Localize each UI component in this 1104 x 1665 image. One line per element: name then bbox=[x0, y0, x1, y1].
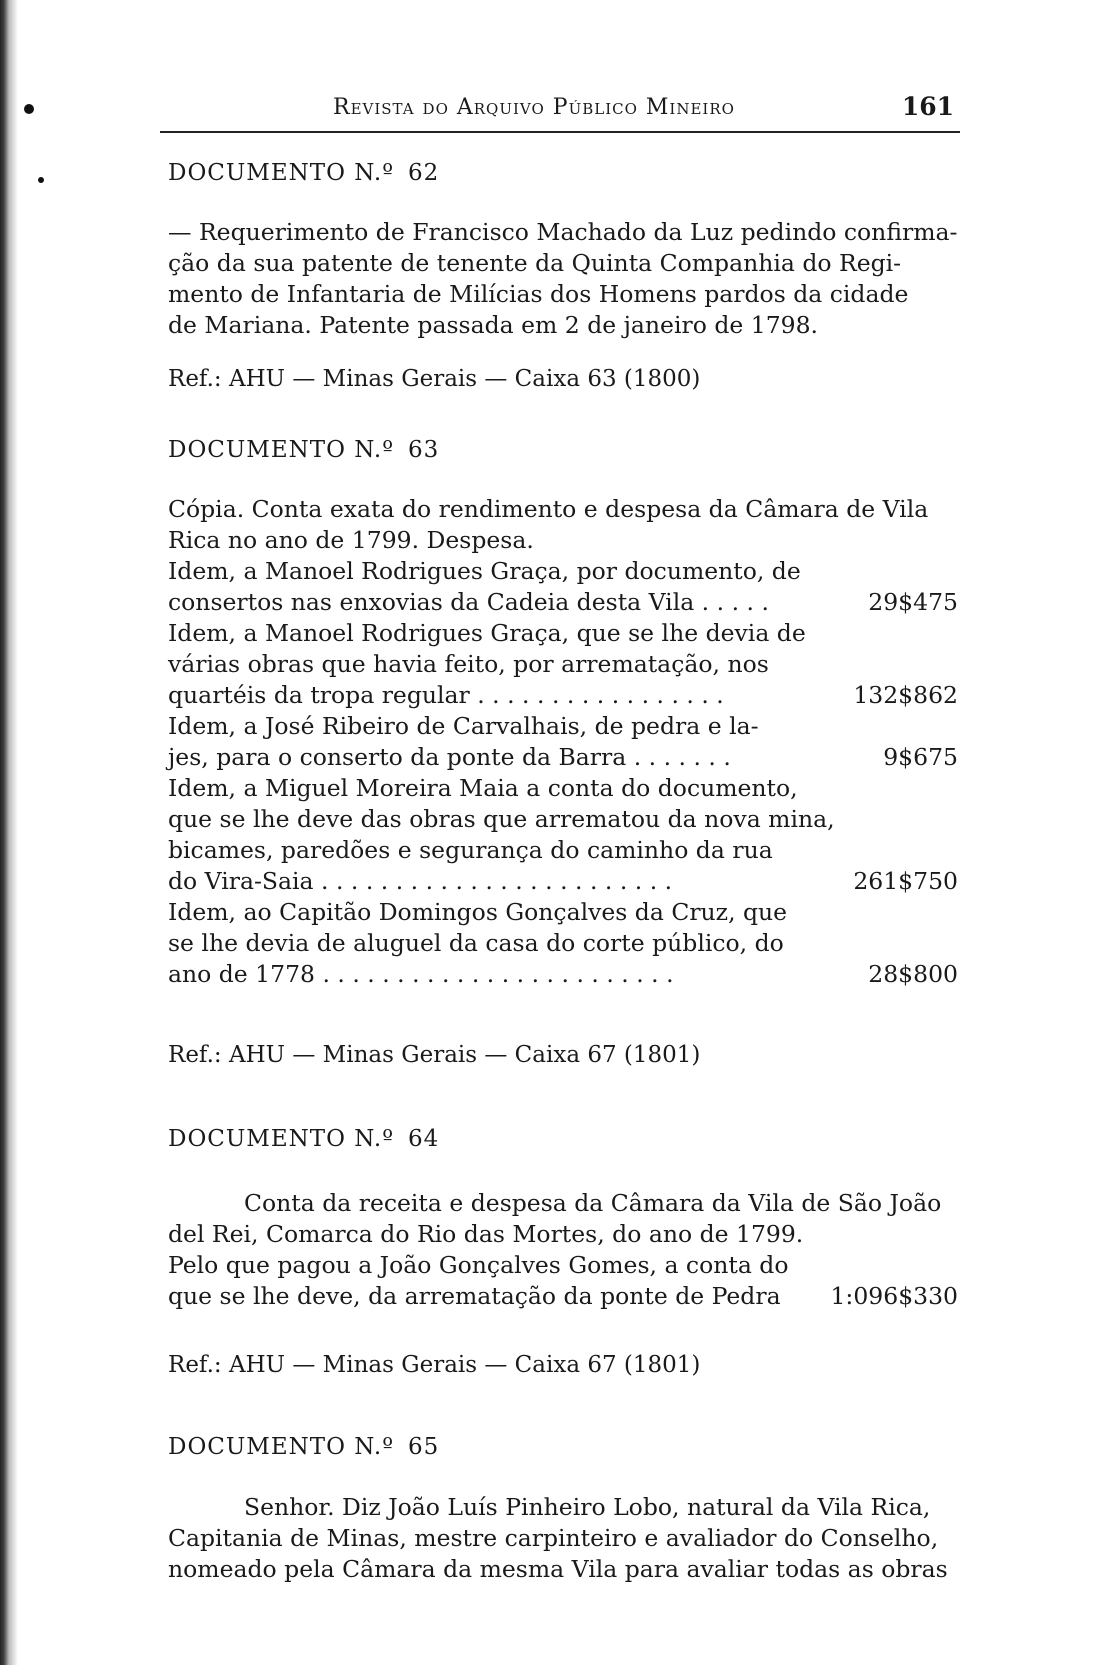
text-line: Senhor. Diz João Luís Pinheiro Lobo, natural da Vila Rica, bbox=[244, 1493, 931, 1521]
expense-entry bbox=[168, 618, 958, 711]
text-line: — Requerimento de Francisco Machado da Luz pedindo confirma- bbox=[168, 218, 958, 246]
document-heading: DOCUMENTO N.º 64 bbox=[168, 1126, 440, 1152]
text-line: várias obras que havia feito, por arrematação, nos bbox=[168, 650, 769, 678]
amount: 1:096$330 bbox=[830, 1282, 958, 1310]
text-line: Idem, ao Capitão Domingos Gonçalves da Cruz, que bbox=[168, 898, 788, 926]
text-line: Idem, a Manoel Rodrigues Graça, que se lhe devia de bbox=[168, 619, 806, 647]
text-line: Rica no ano de 1799. Despesa. bbox=[168, 526, 534, 554]
text-line: Conta da receita e despesa da Câmara da Vila de São João bbox=[244, 1189, 942, 1217]
document-text bbox=[168, 1492, 958, 1585]
text-line: Idem, a Manoel Rodrigues Graça, por documento, de bbox=[168, 557, 801, 585]
receipt-entry bbox=[168, 1250, 958, 1312]
document-heading: DOCUMENTO N.º 63 bbox=[168, 437, 440, 463]
text-line: de Mariana. Patente passada em 2 de janeiro de 1798. bbox=[168, 311, 819, 339]
text-line: bicames, paredões e segurança do caminho da rua bbox=[168, 836, 773, 864]
text-line: ção da sua patente de tenente da Quinta Companhia do Regi- bbox=[168, 249, 902, 277]
document-heading: DOCUMENTO N.º 62 bbox=[168, 160, 440, 186]
text-line: consertos nas enxovias da Cadeia desta Vila . . . . . bbox=[168, 588, 769, 616]
text-line: se lhe devia de aluguel da casa do corte público, do bbox=[168, 929, 784, 957]
amount: 29$475 bbox=[868, 588, 958, 616]
text-line: que se lhe deve das obras que arrematou da nova mina, bbox=[168, 805, 835, 833]
scan-spot bbox=[38, 177, 44, 183]
text-line: que se lhe deve, da arrematação da ponte de Pedra bbox=[168, 1282, 781, 1310]
text-line: Idem, a José Ribeiro de Carvalhais, de pedra e la- bbox=[168, 712, 759, 740]
text-line: quartéis da tropa regular . . . . . . . . . . . . . . . . . bbox=[168, 681, 724, 709]
document-text bbox=[168, 217, 958, 341]
journal-title: Revista do Arquivo Público Mineiro bbox=[333, 95, 735, 120]
expense-entry bbox=[168, 711, 958, 773]
expense-entry bbox=[168, 897, 958, 990]
text-line: ano de 1778 . . . . . . . . . . . . . . . . . . . . . . . . bbox=[168, 960, 674, 988]
expense-entry bbox=[168, 556, 958, 618]
text-line: nomeado pela Câmara da mesma Vila para avaliar todas as obras bbox=[168, 1555, 948, 1583]
text-line: Pelo que pagou a João Gonçalves Gomes, a conta do bbox=[168, 1251, 789, 1279]
running-header bbox=[163, 92, 954, 135]
text-line: do Vira-Saia . . . . . . . . . . . . . . . . . . . . . . . . bbox=[168, 867, 673, 895]
text-line: Idem, a Miguel Moreira Maia a conta do documento, bbox=[168, 774, 798, 802]
text-line: Cópia. Conta exata do rendimento e despesa da Câmara de Vila bbox=[168, 495, 929, 523]
text-line: mento de Infantaria de Milícias dos Homens pardos da cidade bbox=[168, 280, 909, 308]
reference: Ref.: AHU — Minas Gerais — Caixa 63 (1800) bbox=[168, 366, 701, 392]
reference: Ref.: AHU — Minas Gerais — Caixa 67 (1801) bbox=[168, 1352, 701, 1378]
amount: 132$862 bbox=[853, 681, 958, 709]
document-text bbox=[168, 494, 958, 556]
header-rule bbox=[160, 131, 960, 133]
text-line: Capitania de Minas, mestre carpinteiro e avaliador do Conselho, bbox=[168, 1524, 939, 1552]
amount: 261$750 bbox=[853, 867, 958, 895]
expense-entry bbox=[168, 773, 958, 897]
scan-spot bbox=[24, 104, 34, 114]
amount: 28$800 bbox=[868, 960, 958, 988]
text-line: del Rei, Comarca do Rio das Mortes, do ano de 1799. bbox=[168, 1220, 804, 1248]
document-heading: DOCUMENTO N.º 65 bbox=[168, 1434, 440, 1460]
document-text bbox=[168, 1188, 958, 1250]
text-line: jes, para o conserto da ponte da Barra . . . . . . . bbox=[168, 743, 731, 771]
amount: 9$675 bbox=[883, 743, 958, 771]
page-number: 161 bbox=[901, 92, 954, 121]
reference: Ref.: AHU — Minas Gerais — Caixa 67 (1801) bbox=[168, 1042, 701, 1068]
scan-edge bbox=[0, 0, 18, 1665]
